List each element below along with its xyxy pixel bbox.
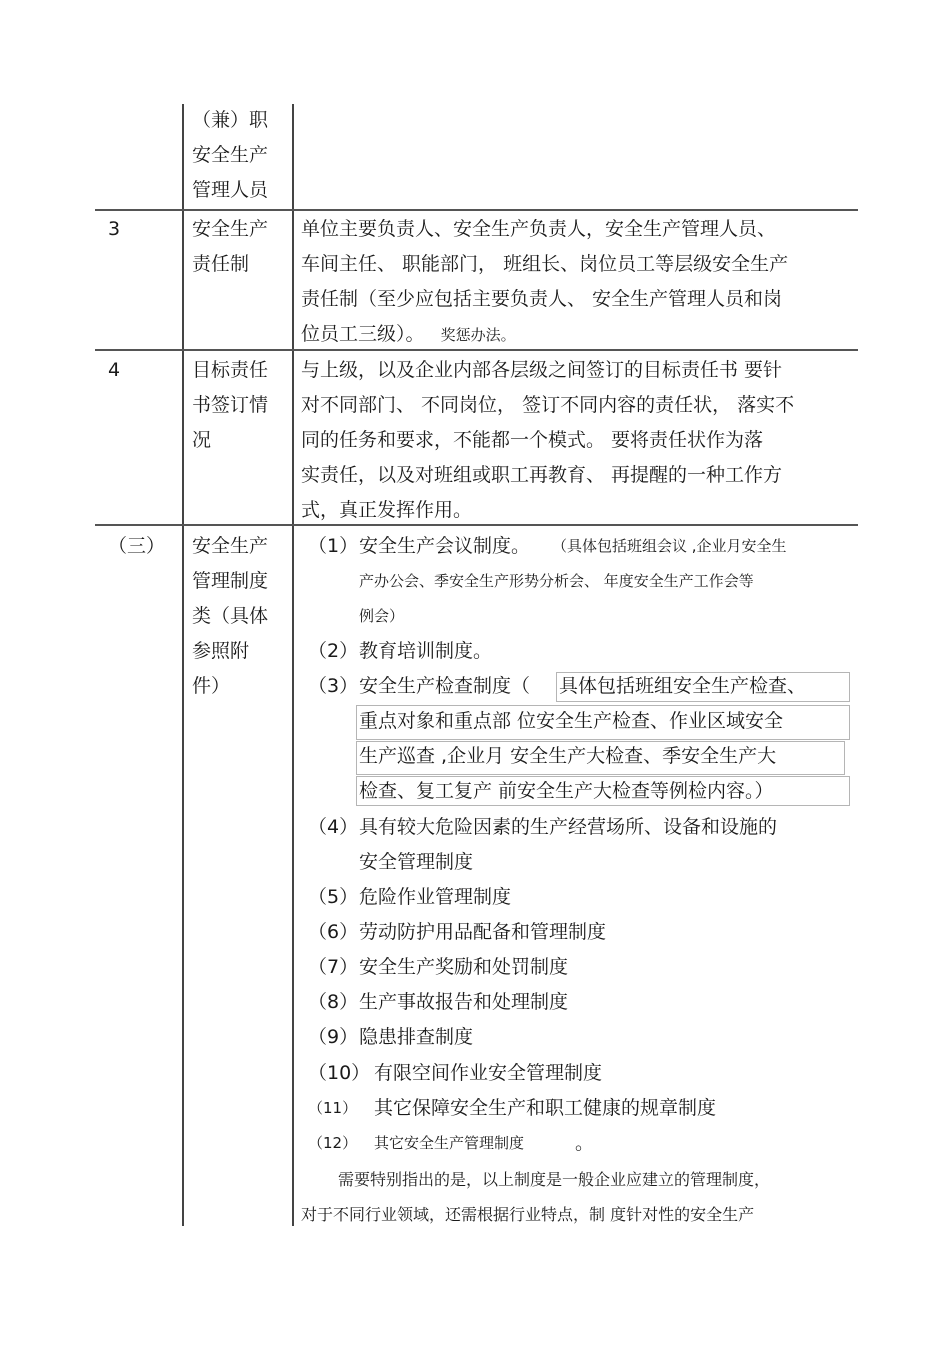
item-7-text: 安全生产奖励和处罚制度	[359, 956, 569, 978]
item-10-number: （10）	[308, 1062, 371, 1084]
item-2-number: （2）	[308, 640, 359, 662]
item-9-text: 隐患排查制度	[359, 1026, 474, 1048]
item-2-text: 教育培训制度。	[359, 640, 493, 662]
column-divider-2	[292, 104, 294, 1226]
text-line: 管理人员	[192, 179, 269, 201]
text-line: 安全生产	[192, 218, 269, 240]
item-10-text: 有限空间作业安全管理制度	[374, 1062, 603, 1084]
text-line: 实责任，以及对班组或职工再教育、 再提醒的一种工作方	[301, 464, 783, 486]
text-line	[301, 317, 788, 353]
text-line: 式，真正发挥作用。	[301, 499, 473, 521]
text-line: （兼）职	[192, 109, 269, 131]
row-3-number: 3	[108, 218, 121, 240]
item-8-text: 生产事故报告和处理制度	[359, 991, 569, 1013]
item-3-boxed-line: 重点对象和重点部 位安全生产检查、作业区域安全	[359, 710, 784, 732]
row-3-title	[192, 212, 268, 282]
text-line: 书签订情	[192, 394, 269, 416]
item-9-number: （9）	[308, 1026, 359, 1048]
row-4-number: 4	[108, 359, 121, 381]
item-7-number: （7）	[308, 956, 359, 978]
note-line: 对于不同行业领域，还需根据行业特点，制 度针对性的安全生产	[301, 1205, 755, 1224]
item-3-boxed-line: 生产巡查 ,企业月 安全生产大检查、季安全生产大	[359, 745, 777, 767]
text-line: 类（具体	[192, 605, 269, 627]
item-1-detail-line: 例会）	[359, 607, 405, 625]
section-3-title	[192, 529, 268, 704]
text-line: 责任制（至少应包括主要负责人、 安全生产管理人员和岗	[301, 288, 783, 310]
text-main: 位员工三级）。	[301, 323, 425, 345]
text-line: 责任制	[192, 253, 250, 275]
text-line: 安全生产	[192, 535, 269, 557]
item-12-end: 。	[575, 1132, 595, 1154]
item-3-title: 安全生产检查制度（	[359, 675, 531, 697]
item-3-number: （3）	[308, 675, 359, 697]
text-line: 对不同部门、 不同岗位， 签订不同内容的责任状， 落实不	[301, 394, 795, 416]
item-12-text: 其它安全生产管理制度	[374, 1134, 525, 1152]
text-line: 安全生产	[192, 144, 269, 166]
text-line: 管理制度	[192, 570, 269, 592]
text-line: 同的任务和要求，不能都一个模式。 要将责任状作为落	[301, 429, 764, 451]
note-line: 需要特别指出的是，以上制度是一般企业应建立的管理制度，	[338, 1170, 771, 1189]
item-6-number: （6）	[308, 921, 359, 943]
top-row-label	[192, 103, 268, 208]
item-11-text: 其它保障安全生产和职工健康的规章制度	[374, 1097, 717, 1119]
item-5-number: （5）	[308, 886, 359, 908]
text-line: 目标责任	[192, 359, 269, 381]
text-line: 车间主任、 职能部门， 班组长、岗位员工等层级安全生产	[301, 253, 789, 275]
item-3-boxed-line: 检查、复工复产 前安全生产大检查等例检内容。）	[359, 780, 774, 802]
text-line: 参照附	[192, 640, 250, 662]
text-line: 况	[192, 429, 212, 451]
section-3-number: （三）	[108, 535, 166, 557]
item-1-detail-line: （具体包括班组会议 ,企业月安全生	[552, 537, 787, 555]
item-4-text	[359, 810, 777, 880]
item-6-text: 劳动防护用品配备和管理制度	[359, 921, 607, 943]
item-4-number: （4）	[308, 816, 359, 838]
item-5-text: 危险作业管理制度	[359, 886, 512, 908]
text-line: 具有较大危险因素的生产经营场所、设备和设施的	[359, 816, 778, 838]
row-divider-top	[95, 209, 858, 211]
item-12-number: （12）	[308, 1134, 358, 1152]
text-line: 件）	[192, 675, 231, 697]
item-1-title: 安全生产会议制度。	[359, 535, 531, 557]
column-divider-1	[182, 104, 184, 1226]
item-8-number: （8）	[308, 991, 359, 1013]
row-3-content	[301, 212, 788, 353]
item-1-number: （1）	[308, 535, 359, 557]
row-4-content	[301, 353, 794, 528]
row-4-title	[192, 353, 268, 458]
text-line: 安全管理制度	[359, 851, 474, 873]
text-small: 奖惩办法。	[440, 326, 516, 344]
item-11-number: （11）	[308, 1099, 358, 1117]
item-1-detail-line: 产办公会、季安全生产形势分析会、 年度安全生产工作会等	[359, 572, 754, 590]
item-3-boxed-line: 具体包括班组安全生产检查、	[559, 675, 807, 697]
text-line: 单位主要负责人、安全生产负责人，安全生产管理人员、	[301, 218, 777, 240]
text-line: 与上级，以及企业内部各层级之间签订的目标责任书 要针	[301, 359, 783, 381]
